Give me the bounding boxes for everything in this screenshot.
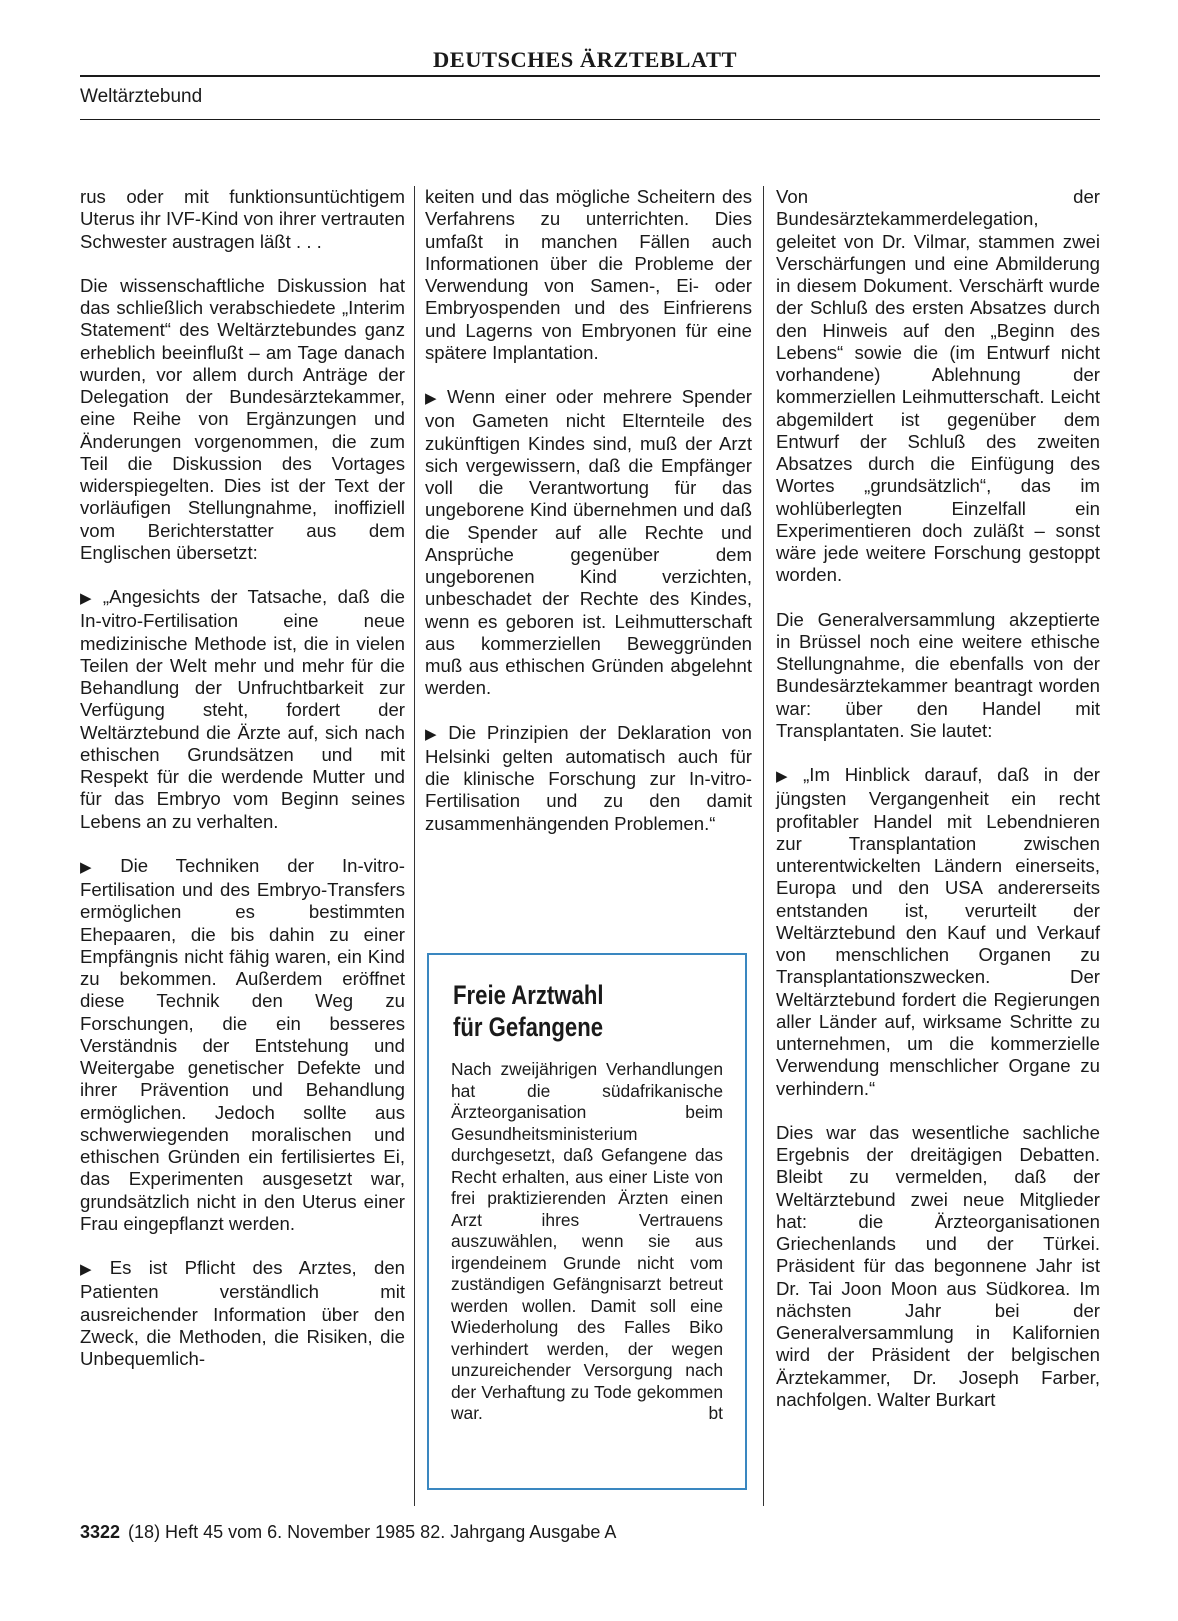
paragraph: ▶ Es ist Pflicht des Arztes, den Patienten verständlich mit ausreichender Information über den Zweck, die Methoden, die Risiken, die Unbequemlich- bbox=[80, 1257, 405, 1369]
section-rule bbox=[80, 119, 1100, 120]
article-column-2 bbox=[425, 186, 752, 835]
column-divider-2 bbox=[763, 186, 764, 1506]
triangle-bullet-icon: ▶ bbox=[425, 725, 443, 743]
triangle-bullet-icon: ▶ bbox=[425, 390, 442, 407]
column-divider-1 bbox=[414, 186, 415, 1506]
page-number: 3322 bbox=[80, 1522, 121, 1542]
page-footer bbox=[80, 1522, 616, 1543]
masthead-rule bbox=[80, 75, 1100, 77]
paragraph: ▶ Wenn einer oder mehrere Spender von Gameten nicht Elternteile des zukünftigen Kindes sind, muß der Arzt sich vergewissern, daß die Empfänger voll die Verantwortung für das ungeborene Kind übernehmen und daß die Spender auf alle Rechte und Ansprüche gegenüber dem ungeborenen Kind verzichten, unbeschadet der Rechte des Kindes, wenn es geboren ist. Leihmutterschaft aus kommerziellen Beweggründen muß aus ethischen Gründen abgelehnt werden. bbox=[425, 386, 752, 699]
triangle-bullet-icon: ▶ bbox=[80, 858, 115, 876]
masthead: DEUTSCHES ÄRZTEBLATT bbox=[432, 47, 738, 72]
article-column-3 bbox=[776, 186, 1100, 1411]
paragraph: keiten und das mögliche Scheitern des Verfahrens zu unterrichten. Dies umfaßt in manchen Fällen auch Informationen über die Probleme der Verwendung von Samen-, Ei- oder Embryospenden und des Einfrierens und Lagerns von Embryonen für eine spätere Implantation. bbox=[425, 186, 752, 363]
sidebar-signature: bt bbox=[708, 1403, 723, 1423]
triangle-bullet-icon: ▶ bbox=[80, 590, 97, 607]
triangle-bullet-icon: ▶ bbox=[80, 1261, 104, 1278]
article-column-1 bbox=[80, 186, 405, 1370]
paragraph: ▶ „Im Hinblick darauf, daß in der jüngsten Vergangenheit ein recht profitabler Handel mit Lebendnieren zur Transplantation zwischen unterentwickelten Ländern einerseits, Europa und den USA andererseits entstanden ist, verurteilt der Weltärztebund den Kauf und Verkauf von menschlichen Organen zu Transplantationszwecken. Der Weltärztebund fordert die Regierungen aller Länder auf, wirksame Schritte zu unternehmen, um die kommerzielle Verwendung menschlicher Organe zu verhindern.“ bbox=[776, 764, 1100, 1099]
paragraph: Die Generalversammlung akzeptierte in Brüssel noch eine weitere ethische Stellungnahme, die ebenfalls von der Bundesärztekammer beantragt worden war: über den Handel mit Transplantaten. Sie lautet: bbox=[776, 608, 1100, 741]
paragraph: Die wissenschaftliche Diskussion hat das schließlich verabschiedete „Interim Statement“ des Weltärztebundes ganz erheblich beeinflußt – am Tage danach wurden, vor allem durch Anträge der Delegation der Bundesärztekammer, eine Reihe von Ergänzungen und Änderungen vorgenommen, die zum Teil die Diskussion des Vortages widerspiegelten. Dies ist der Text der vorläufigen Stellungnahme, inoffiziell vom Berichterstatter aus dem Englischen übersetzt: bbox=[80, 274, 405, 563]
issue-info: (18) Heft 45 vom 6. November 1985 82. Jahrgang Ausgabe A bbox=[128, 1522, 617, 1542]
section-title: Weltärztebund bbox=[80, 86, 203, 107]
sidebar-box bbox=[427, 953, 747, 1490]
paragraph: ▶ Die Prinzipien der Deklaration von Helsinki gelten automatisch auch für die klinische Forschung zur In-vitro-Fertilisation und zu den damit zusammenhängenden Problemen.“ bbox=[425, 721, 752, 834]
paragraph: Von der Bundesärztekammerdelegation, geleitet von Dr. Vilmar, stammen zwei Verschärfungen und eine Abmilderung in diesem Dokument. Verschärft wurde der Schluß des ersten Absatzes durch den Hinweis auf den „Beginn des Lebens“ sowie die (im Entwurf nicht vorhandene) Ablehnung der kommerziellen Leihmutterschaft. Leicht abgemildert ist gegenüber dem Entwurf der Schluß des zweiten Absatzes durch die Einfügung des Wortes „grundsätzlich“, das im wohlüberlegten Einzelfall ein Experimentieren doch zuläßt – sonst wäre jede weitere Forschung gestoppt worden. bbox=[776, 186, 1100, 586]
paragraph: ▶ „Angesichts der Tatsache, daß die In-vitro-Fertilisation eine neue medizinische Methode ist, die in vielen Teilen der Welt mehr und mehr für die Behandlung der Unfruchtbarkeit zur Verfügung steht, fordert der Weltärztebund die Ärzte auf, sich nach ethischen Grundsätzen und mit Respekt für die werdende Mutter und für das Embryo vom Beginn seines Lebens an zu verhalten. bbox=[80, 586, 405, 832]
sidebar-title-line: für Gefangene bbox=[453, 1012, 604, 1042]
sidebar-text: Nach zweijährigen Verhandlungen hat die südafrikanische Ärzteorganisation beim Gesundheitsministerium durchgesetzt, daß Gefangene das Recht erhalten, aus einer Liste von frei praktizierenden Ärzten einen Arzt ihres Vertrauens auszuwählen, wenn sie aus irgendeinem Grunde nicht vom zuständigen Gefängnisarzt betreut werden wollen. Damit soll eine Wiederholung des Falles Biko verhindert werden, der wegen unzureichender Versorgung nach der Verhaftung zu Tode gekommen war. bbox=[451, 1059, 723, 1423]
paragraph: ▶ Die Techniken der In-vitro-Fertilisation und des Embryo-Transfers ermöglichen es bestimmten Ehepaaren, die bis dahin zu einer Empfängnis nicht fähig waren, ein Kind zu bekommen. Außerdem eröffnet diese Technik den Weg zu Forschungen, die ein besseres Verständnis der Entstehung und Weitergabe genetischer Defekte und ihrer Prävention und Behandlung ermöglichen. Jedoch sollte aus schwerwiegenden moralischen und ethischen Gründen ein fertilisiertes Ei, das Experimenten ausgesetzt war, grundsätzlich nicht in den Uterus einer Frau eingepflanzt werden. bbox=[80, 854, 405, 1234]
paragraph: Dies war das wesentliche sachliche Ergebnis der dreitägigen Debatten. Bleibt zu vermelden, daß der Weltärztebund zwei neue Mitglieder hat: die Ärzteorganisationen Griechenlands und der Türkei. Präsident für das begonnene Jahr ist Dr. Tai Joon Moon aus Südkorea. Im nächsten Jahr bei der Generalversammlung in Kalifornien wird der Präsident der belgischen Ärztekammer, Dr. Joseph Farber, nachfolgen. Walter Burkart bbox=[776, 1121, 1100, 1410]
sidebar-body bbox=[451, 1059, 723, 1425]
paragraph: rus oder mit funktionsuntüchtigem Uterus ihr IVF-Kind von ihrer vertrauten Schwester austragen läßt . . . bbox=[80, 186, 405, 252]
triangle-bullet-icon: ▶ bbox=[776, 768, 798, 785]
sidebar-title-line: Freie Arztwahl bbox=[453, 980, 604, 1010]
sidebar-title bbox=[453, 979, 683, 1043]
